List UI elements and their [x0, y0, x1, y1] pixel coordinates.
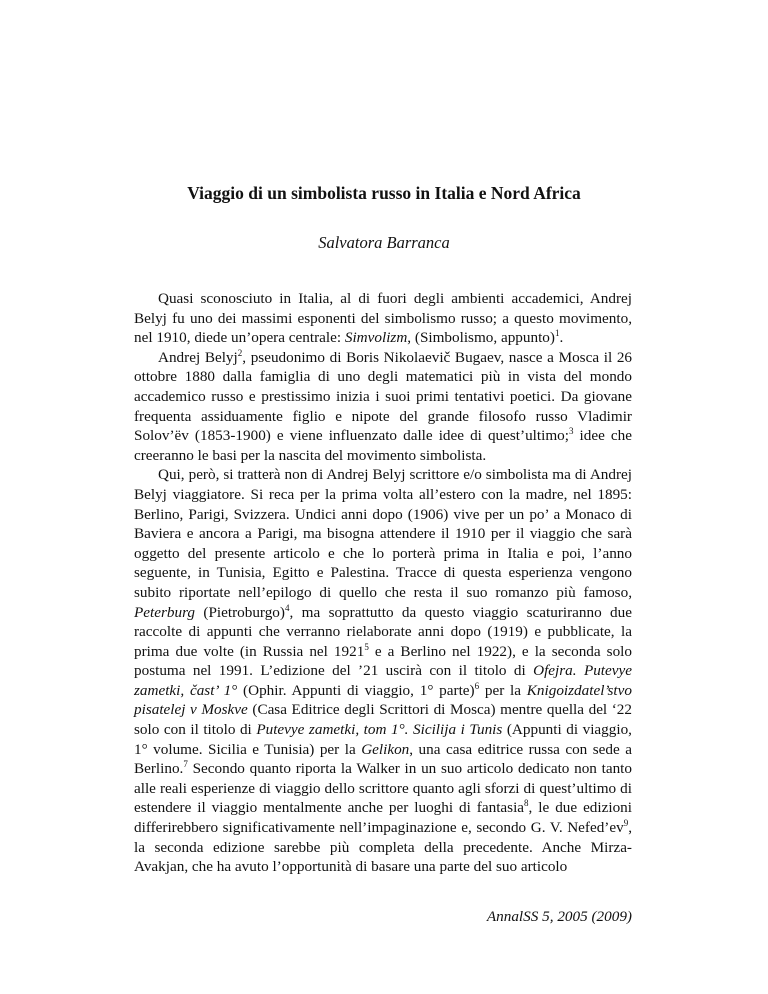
- text-run: Quasi sconosciuto in Italia, al di fuori degli ambienti accademici, Andrej Belyj fu uno dei massimi esponenti del simbolismo russo; a questo movimento, nel 1910, diede un’opera centrale:: [134, 290, 632, 347]
- footnote-marker: 7: [183, 759, 188, 770]
- text-run: Qui, però, si tratterà non di Andrej Belyj scrittore e/o simbolista ma di Andrej Belyj viaggiatore. Si reca per la prima volta all’estero con la madre, nel 1895: Berlino, Parigi, Svizzera. Undici anni dopo (1906) vive per un po’ a Monaco di Baviera e ancora a Parigi, ma bisogna attendere il 1910 per il viaggio che sarà oggetto del presente articolo e che lo porterà prima in Italia e poi, l’anno seguente, in Tunisia, Egitto e Palestina. Tracce di questa esperienza vengono subito riportate nell’epilogo di quello che resta il suo romanzo più famoso,: [134, 466, 632, 601]
- text-run: , ma soprattutto da questo viaggio scaturiranno due raccolte di appunti che verranno rielaborate anni dopo (1919) e pubblicate, la prima due volte (in Russia nel 1921: [134, 603, 632, 660]
- text-run: idee che creeranno le basi per la nascita del movimento simbolista.: [134, 427, 632, 464]
- text-run: , pseudonimo di Boris Nikolaevič Bugaev, nasce a Mosca il 26 ottobre 1880 dalla famiglia di uno degli matematici più in vista del mondo accademico russo e prestissimo inizia i suoi primi tentativi poetici. Da giovane frequenta assiduamente figlio e nipote del grande filosofo russo Vladimir Solov’ëv (1853-1900) e viene influenzato dalle idee di quest’ultimo;: [134, 348, 633, 445]
- paragraph-2: [134, 348, 632, 466]
- text-run: , la seconda edizione sarebbe più completa della precedente. Anche Mirza-Avakjan, che ha avuto l’opportunità di basare una parte del suo articolo: [134, 819, 632, 876]
- text-run: Andrej Belyj: [158, 348, 238, 366]
- article-body: [134, 289, 632, 877]
- journal-reference: AnnalSS 5, 2005 (2009): [486, 908, 632, 925]
- footnote-marker: 1: [554, 328, 560, 339]
- article-author: Salvatora Barranca: [318, 233, 450, 252]
- italic-title: Knigoizdatel’stvo pisatelej v Moskve: [134, 681, 632, 719]
- italic-title: Simvolizm: [344, 329, 408, 347]
- text-run: per la: [479, 681, 527, 699]
- italic-title: Ofejra. Putevye zametki, čast’ 1°: [134, 662, 632, 699]
- text-run: , le due edizioni differirebbero significativamente nell’impaginazione e, secondo G. V. Nefed’ev: [134, 799, 632, 837]
- italic-title: Peterburg: [134, 603, 196, 621]
- italic-title: Putevye zametki, tom 1°. Sicilija i Tunis: [256, 721, 503, 739]
- text-run: e a Berlino nel 1922), e la seconda solo postuma nel 1991. L’edizione del ’21 uscirà con il titolo di: [134, 642, 632, 680]
- text-run: .: [559, 329, 564, 347]
- footnote-marker: 8: [524, 798, 529, 809]
- text-run: , una casa editrice russa con sede a Berlino.: [134, 740, 632, 778]
- text-run: (Casa Editrice degli Scrittori di Mosca) mentre quella del ‘22 solo con il titolo di: [134, 701, 632, 739]
- text-run: , (Simbolismo, appunto): [407, 329, 555, 347]
- footnote-marker: 2: [237, 347, 243, 358]
- paragraph-1: [134, 289, 632, 348]
- text-run: (Pietroburgo): [195, 603, 285, 621]
- article-title: Viaggio di un simbolista russo in Italia e Nord Africa: [187, 183, 581, 203]
- footnote-marker: 4: [284, 602, 290, 613]
- footnote-marker: 9: [623, 817, 629, 828]
- paragraph-3: [134, 465, 632, 876]
- footnote-marker: 6: [474, 680, 480, 691]
- text-run: (Ophir. Appunti di viaggio, 1° parte): [237, 681, 475, 699]
- italic-title: Gelikon: [361, 740, 410, 758]
- footnote-marker: 5: [364, 641, 369, 652]
- text-run: (Appunti di viaggio, 1° volume. Sicilia e Tunisia) per la: [134, 721, 632, 758]
- footnote-marker: 3: [568, 426, 574, 437]
- text-run: Secondo quanto riporta la Walker in un suo articolo dedicato non tanto alle reali esperienze di viaggio dello scrittore quanto agli sforzi di quest’ultimo di estendere il viaggio mentalmente anche per luoghi di fantasia: [134, 760, 632, 817]
